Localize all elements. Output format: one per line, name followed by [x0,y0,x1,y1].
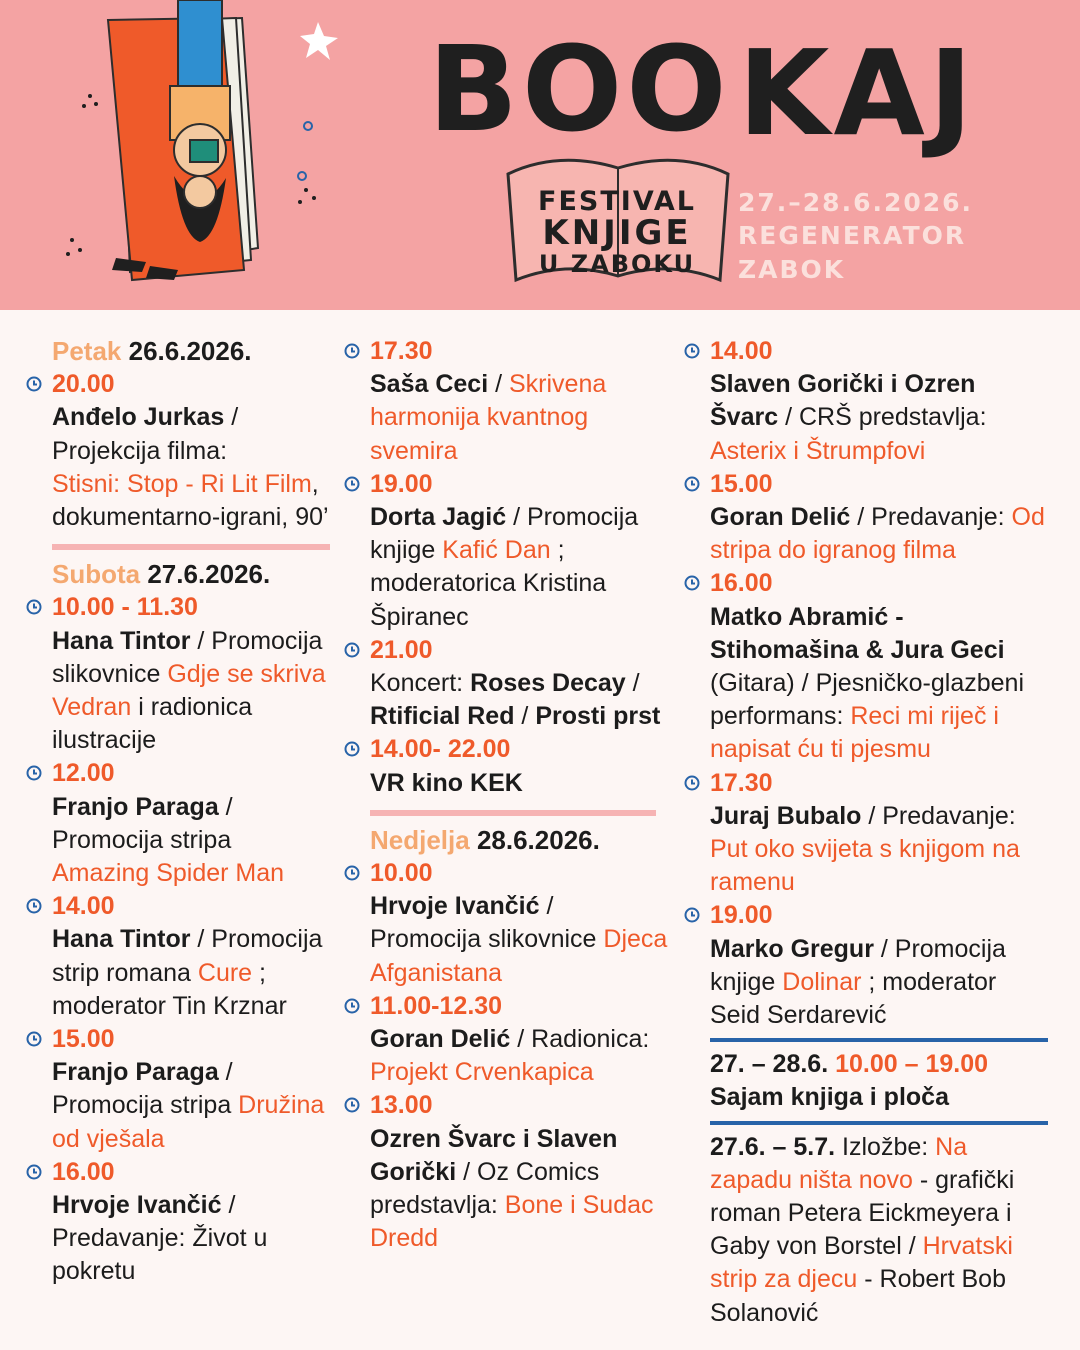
clock-icon [26,376,42,392]
event-description: Hrvoje Ivančić / Predavanje: Život u pokretu [52,1191,268,1286]
event-description: Goran Delić / Predavanje: Od stripa do igranog filma [710,503,1045,565]
event-description: Franjo Paraga / Promocija stripa Amazing Spider Man [52,792,285,888]
event-description: Matko Abramić - Stihomašina & Jura Geci (Gitara) / Pjesničko-glazbeni performans: Reci mi riječ i napisat ću ti pjesmu [710,602,1025,764]
clock-icon [344,865,360,881]
event-time: 13.00 [348,1089,668,1122]
logo-boo: BOO [428,20,731,158]
day-heading-sunday [370,824,668,857]
event-time: 17.30 [348,335,668,368]
schedule-column-3 [688,335,1048,1330]
event-time: 16.00 [688,567,1048,600]
day-heading-saturday [52,558,330,591]
festival-city: ZABOK [738,254,846,284]
event-time: 12.00 [30,757,330,790]
divider [710,1121,1048,1125]
festival-line-1: FESTIVAL [538,186,696,217]
logo-kaj: KAJ [738,24,977,162]
event-description: Marko Gregur / Promocija knjige Dolinar ; moderator Seid Serdarević [710,934,1006,1030]
clock-icon [344,642,360,658]
clock-icon [344,476,360,492]
day-date: 28.6.2026. [476,824,600,855]
event-time: 19.00 [348,468,668,501]
clock-icon [344,998,360,1014]
clock-icon [684,575,700,591]
clock-icon [26,1031,42,1047]
clock-icon [26,765,42,781]
clock-icon [684,343,700,359]
day-name: Petak [52,336,122,366]
event-time: 16.00 [30,1156,330,1189]
clock-icon [684,775,700,791]
day-date: 26.6.2026. [128,336,252,366]
festival-subtitle [522,188,712,277]
event-time: 14.00- 22.00 [348,733,668,766]
event-time: 11.00-12.30 [348,990,668,1023]
divider [370,810,656,816]
festival-venue: REGENERATOR [738,221,967,251]
day-date: 27.6.2026. [147,559,271,590]
clock-icon [684,476,700,492]
schedule-column-2 [348,335,668,1255]
event-description: Saša Ceci / Skrivena harmonija kvantnog svemira [370,370,607,465]
clock-icon [344,741,360,757]
event-description: Goran Delić / Radionica: Projekt Crvenkapica [370,1025,650,1087]
event-description: Franjo Paraga / Promocija stripa Družina od vješala [52,1058,325,1153]
festival-dates: 27.–28.6.2026. [738,188,974,217]
event-description: Hana Tintor / Promocija slikovnice Gdje se skriva Vedran i radionica ilustracije [52,626,326,755]
event-time: 10.00 [348,857,668,890]
clock-icon [684,907,700,923]
event-description: Anđelo Jurkas / Projekcija filma: Stisni: Stop - Ri Lit Film, dokumentarno-igrani, 90’ [52,403,329,532]
event-time: 15.00 [688,468,1048,501]
clock-icon [344,1097,360,1113]
clock-icon [26,599,42,615]
day-name: Nedjelja [370,824,470,855]
event-time: 20.00 [30,368,330,401]
event-time: 14.00 [688,335,1048,368]
event-description: Juraj Bubalo / Predavanje: Put oko svijeta s knjigom na ramenu [710,801,1020,897]
divider [710,1038,1048,1042]
book-reader-illustration [50,0,390,300]
event-time: 21.00 [348,634,668,667]
event-description: Dorta Jagić / Promocija knjige Kafić Dan ; moderatorica Kristina Špiranec [370,503,639,631]
day-heading-friday [52,335,330,368]
event-time: 10.00 - 11.30 [30,591,330,624]
festival-header [0,0,1080,310]
event-time: 19.00 [688,899,1048,932]
festival-line-2: KNJIGE [542,213,692,254]
book-fair: 27. – 28.6. 10.00 – 19.00 Sajam knjiga i ploča [710,1050,989,1112]
clock-icon [344,343,360,359]
event-description: Hrvoje Ivančić / Promocija slikovnice Djeca Afganistana [370,892,668,987]
event-time: 17.30 [688,767,1048,800]
event-description: Slaven Gorički i Ozren Švarc / CRŠ predstavlja: Asterix i Štrumpfovi [710,370,987,465]
day-name: Subota [52,559,141,590]
event-description: Ozren Švarc i Slaven Gorički / Oz Comics predstavlja: Bone i Sudac Dredd [370,1124,654,1253]
schedule-column-1 [30,335,330,1289]
festival-date-venue [738,186,973,286]
event-time: 15.00 [30,1023,330,1056]
clock-icon [26,1164,42,1180]
event-description: VR kino KEK [370,768,523,797]
festival-line-3: U ZABOKU [538,250,696,279]
divider [52,544,330,550]
event-time: 14.00 [30,890,330,923]
clock-icon [26,898,42,914]
event-description: Hana Tintor / Promocija strip romana Cure ; moderator Tin Krznar [52,925,323,1020]
exhibitions: 27.6. – 5.7. Izložbe: Na zapadu ništa novo - grafički roman Petera Eickmeyera i Gaby von Borstel / Hrvatski strip za djecu - Robert Bob Solanović [710,1132,1015,1327]
event-description: Koncert: Roses Decay / Rtificial Red / Prosti prst [370,669,661,731]
